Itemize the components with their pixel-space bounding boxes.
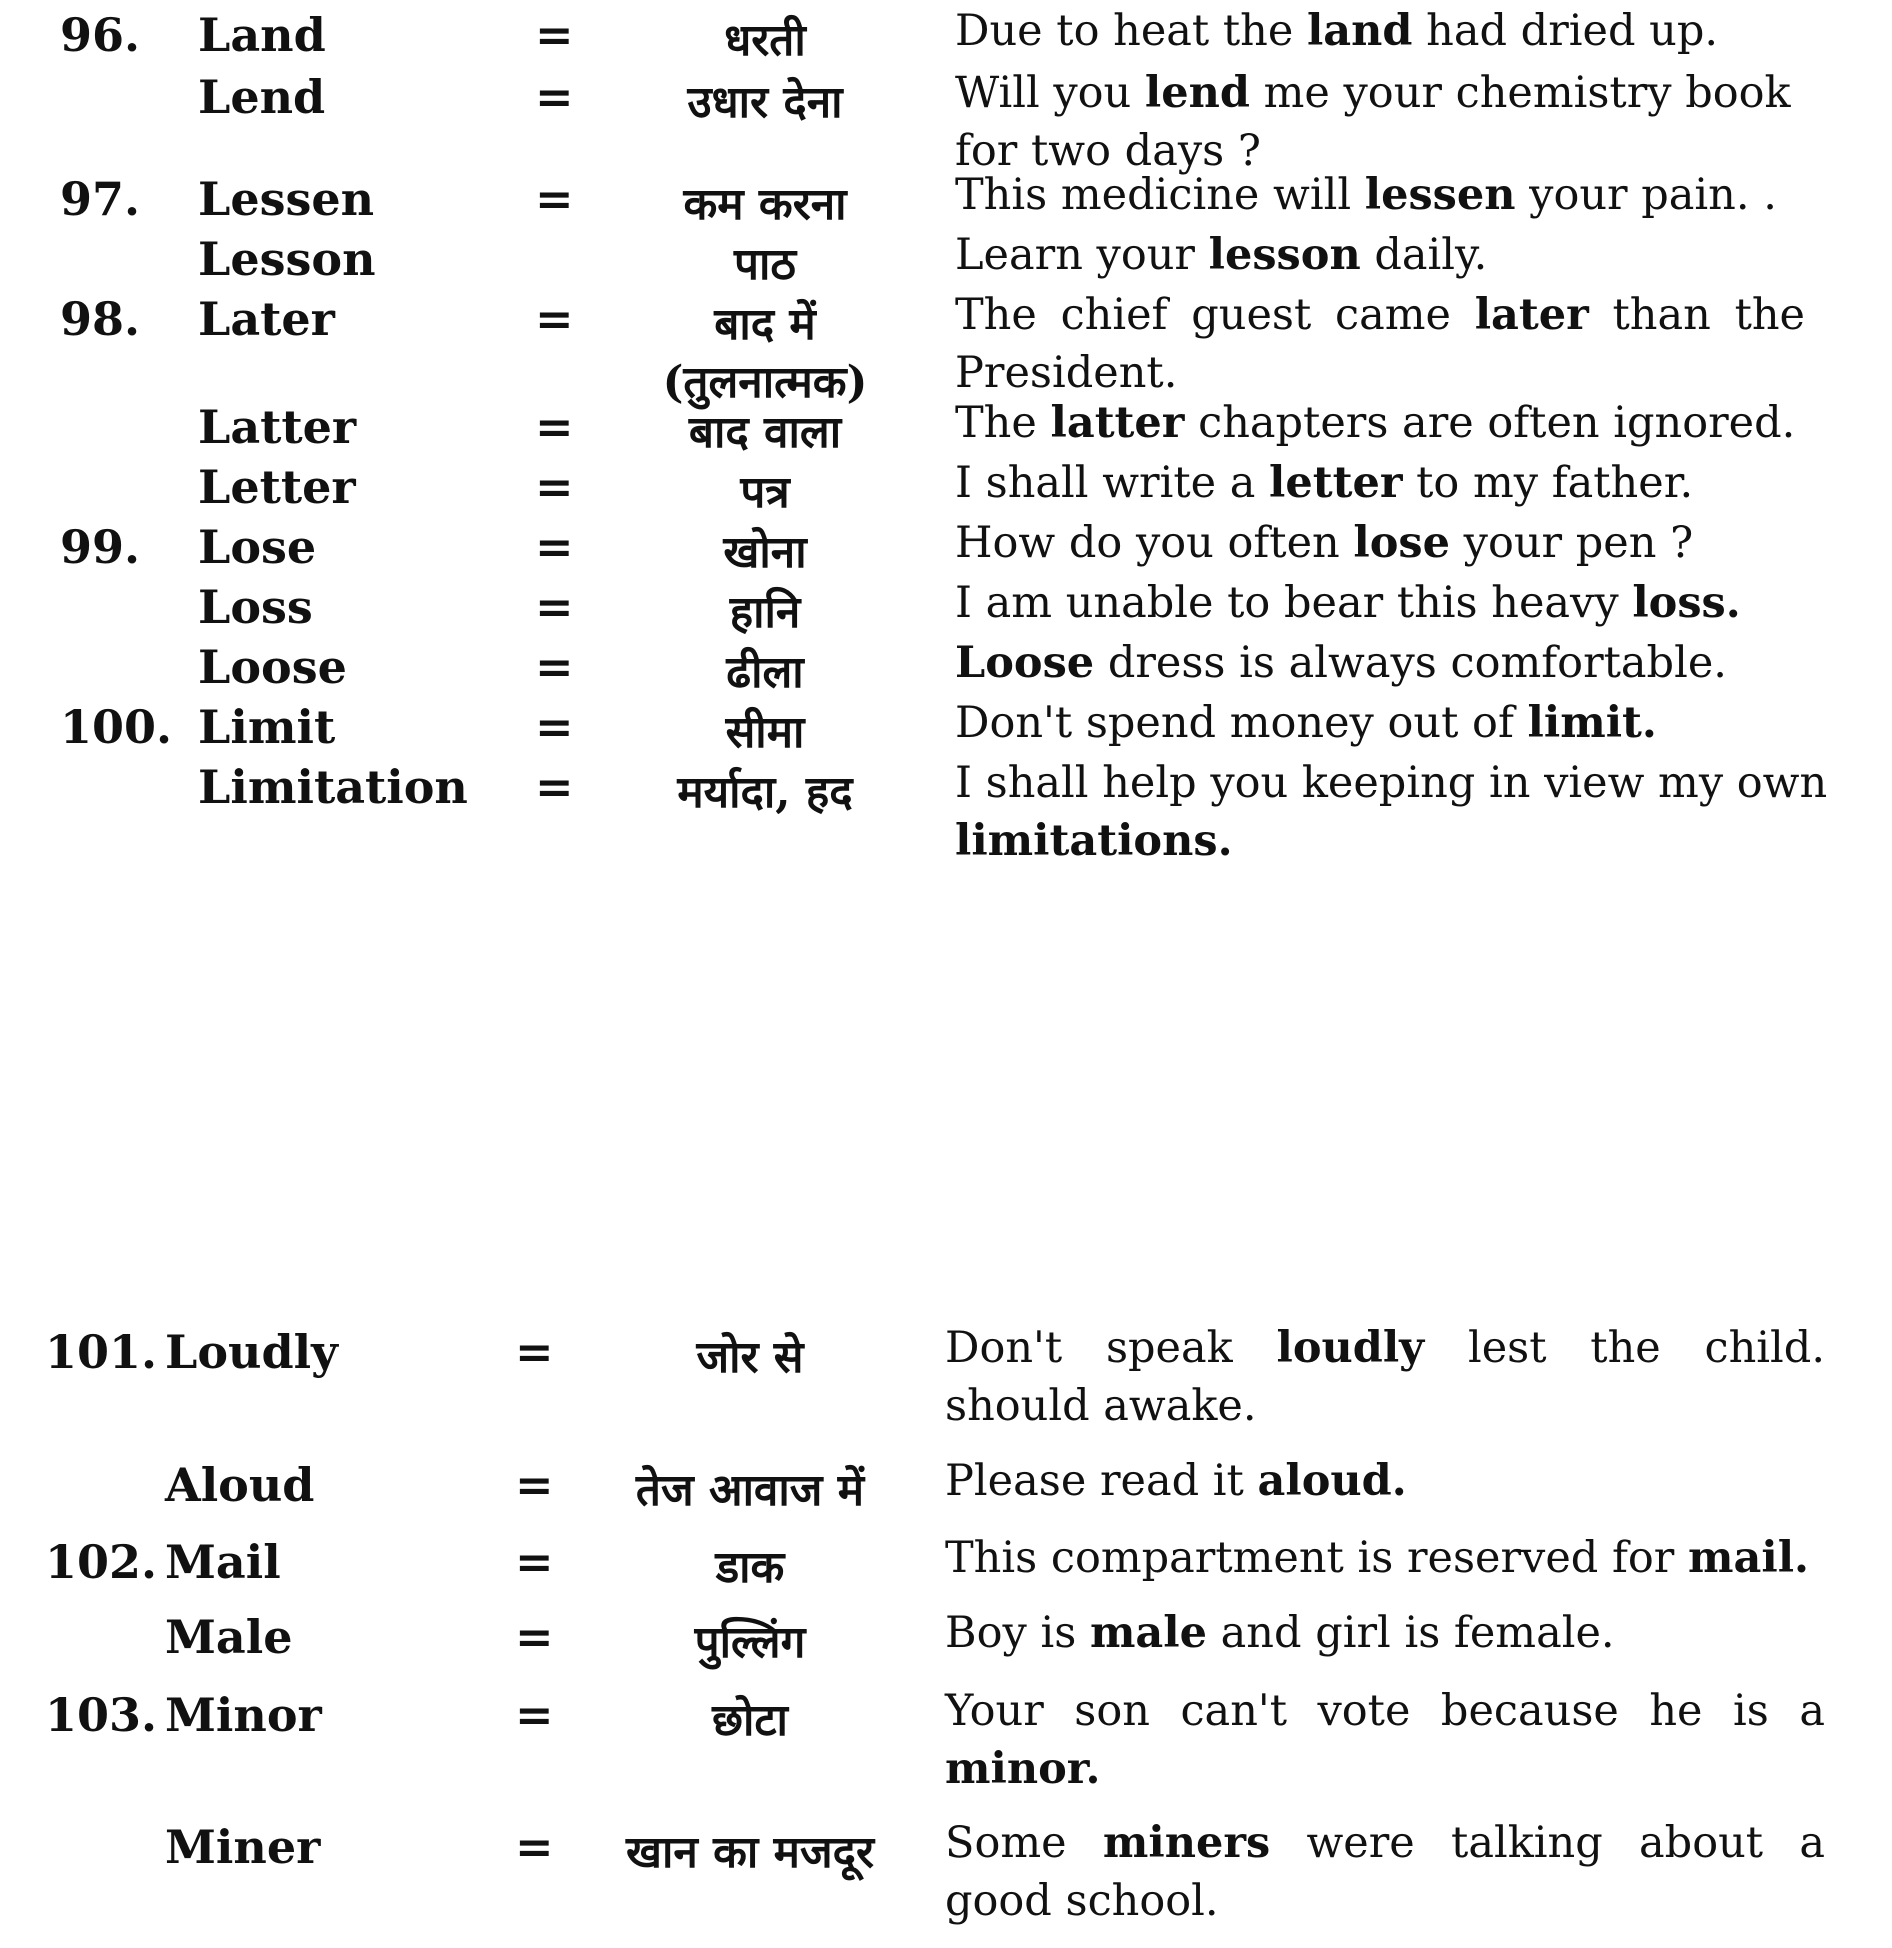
keyword-emphasis: limit. — [1527, 698, 1657, 748]
english-word: Land — [198, 8, 326, 62]
entry-number: 97. — [60, 172, 141, 226]
english-word: Miner — [165, 1820, 321, 1874]
english-word: Later — [198, 292, 335, 346]
keyword-emphasis: mail. — [1688, 1533, 1810, 1583]
hindi-meaning: उधार देना — [687, 77, 843, 128]
example-sentence — [955, 694, 1805, 752]
english-word: Lesson — [198, 232, 376, 286]
equals-sign: = — [535, 8, 574, 62]
sentence-line: Due to heat the land had dried up. — [955, 6, 1719, 56]
entry-number: 100. — [60, 700, 173, 754]
equals-sign: = — [535, 760, 574, 814]
sentence-line — [955, 812, 1805, 870]
example-sentence — [955, 166, 1805, 224]
keyword-emphasis: land — [1306, 6, 1413, 56]
equals-sign: = — [535, 400, 574, 454]
hindi-meaning: खोना — [723, 527, 807, 578]
keyword-emphasis: Loose — [955, 638, 1095, 688]
sentence-line: President. — [955, 348, 1178, 398]
english-word: Loudly — [165, 1325, 338, 1379]
sentence-line: Please read it aloud. — [945, 1456, 1407, 1506]
keyword-emphasis: latter — [1050, 398, 1185, 448]
equals-sign: = — [515, 1458, 554, 1512]
equals-sign: = — [535, 640, 574, 694]
example-sentence — [945, 1604, 1825, 1662]
sentence-line: I shall write a letter to my father. — [955, 458, 1694, 508]
hindi-meaning: तेज आवाज में — [635, 1465, 865, 1516]
keyword-emphasis: male — [1089, 1608, 1207, 1658]
english-word: Latter — [198, 400, 357, 454]
sentence-line: This medicine will lessen your pain. . — [955, 170, 1777, 220]
english-word: Loss — [198, 580, 313, 634]
hindi-meaning: डाक — [715, 1542, 785, 1593]
entry-number: 99. — [60, 520, 141, 574]
equals-sign: = — [535, 520, 574, 574]
example-sentence — [955, 394, 1805, 452]
equals-sign: = — [515, 1610, 554, 1664]
english-word: Mail — [165, 1535, 281, 1589]
example-sentence — [955, 514, 1805, 572]
keyword-emphasis: lend — [1144, 68, 1250, 118]
example-sentence — [945, 1529, 1825, 1587]
sentence-line — [945, 1740, 1825, 1798]
english-word: Loose — [198, 640, 347, 694]
entry-number: 103. — [45, 1688, 158, 1742]
keyword-emphasis: lose — [1353, 518, 1450, 568]
sentence-line: This compartment is reserved for mail. — [945, 1533, 1810, 1583]
keyword-emphasis: loss. — [1632, 578, 1741, 628]
equals-sign: = — [515, 1325, 554, 1379]
example-sentence — [945, 1452, 1825, 1510]
hindi-meaning: ढीला — [726, 647, 804, 698]
english-word: Aloud — [165, 1458, 315, 1512]
example-sentence — [955, 634, 1805, 692]
sentence-line: I shall help you keeping in view my own — [955, 758, 1828, 808]
equals-sign: = — [515, 1820, 554, 1874]
keyword-emphasis: letter — [1269, 458, 1403, 508]
equals-sign: = — [535, 700, 574, 754]
sentence-line: I am unable to bear this heavy loss. — [955, 578, 1741, 628]
english-word: Minor — [165, 1688, 322, 1742]
example-sentence — [955, 754, 1828, 870]
hindi-meaning: पाठ — [734, 239, 796, 290]
english-word: Limitation — [198, 760, 468, 814]
sentence-line: good school. — [945, 1876, 1219, 1926]
equals-sign: = — [535, 292, 574, 346]
hindi-meaning: पुल्लिंग — [694, 1617, 806, 1668]
english-word: Lend — [198, 70, 326, 124]
sentence-line: Some miners were talking about a — [945, 1818, 1825, 1868]
equals-sign: = — [515, 1535, 554, 1589]
entry-number: 98. — [60, 292, 141, 346]
keyword-emphasis: loudly — [1276, 1323, 1425, 1373]
hindi-meaning: छोटा — [712, 1695, 788, 1746]
hindi-meaning: खान का मजदूर — [626, 1827, 874, 1878]
sentence-line: Your son can't vote because he is a — [945, 1686, 1825, 1736]
example-sentence — [955, 2, 1805, 60]
keyword-emphasis: aloud. — [1257, 1456, 1407, 1506]
sentence-line: Will you lend me your chemistry book — [955, 68, 1791, 118]
hindi-meaning: हानि — [729, 587, 801, 638]
hindi-meaning: बाद वाला — [688, 407, 842, 458]
hindi-meaning: (तुलनात्मक) — [662, 357, 868, 408]
english-word: Male — [165, 1610, 293, 1664]
english-word: Lessen — [198, 172, 375, 226]
example-sentence — [955, 454, 1805, 512]
sentence-line: Don't speak loudly lest the child. — [945, 1323, 1825, 1373]
keyword-emphasis: later — [1474, 290, 1589, 340]
example-sentence — [945, 1682, 1825, 1798]
sentence-line: How do you often lose your pen ? — [955, 518, 1694, 568]
english-word: Limit — [198, 700, 336, 754]
example-sentence — [955, 226, 1805, 284]
hindi-meaning: मर्यादा, हद — [677, 767, 853, 818]
example-sentence — [955, 286, 1805, 402]
example-sentence — [945, 1319, 1825, 1435]
hindi-meaning: जोर से — [696, 1332, 804, 1383]
sentence-line: The latter chapters are often ignored. — [955, 398, 1796, 448]
equals-sign: = — [535, 172, 574, 226]
keyword-emphasis: lessen — [1364, 170, 1516, 220]
equals-sign: = — [515, 1688, 554, 1742]
hindi-meaning: बाद में — [714, 299, 816, 350]
equals-sign: = — [535, 580, 574, 634]
example-sentence — [945, 1814, 1825, 1930]
sentence-line: Loose dress is always comfortable. — [955, 638, 1727, 688]
keyword-emphasis: minor. — [945, 1744, 1101, 1794]
keyword-emphasis: miners — [1102, 1818, 1271, 1868]
equals-sign: = — [535, 460, 574, 514]
sentence-line: for two days ? — [955, 126, 1261, 176]
keyword-emphasis: limitations. — [955, 816, 1233, 866]
hindi-meaning: पत्र — [740, 467, 790, 518]
example-sentence — [955, 574, 1805, 632]
sentence-line: Don't spend money out of limit. — [955, 698, 1657, 748]
equals-sign: = — [535, 70, 574, 124]
keyword-emphasis: lesson — [1208, 230, 1361, 280]
sentence-line: Learn your lesson daily. — [955, 230, 1488, 280]
example-sentence — [955, 64, 1805, 180]
sentence-line: The chief guest came later than the — [955, 290, 1805, 340]
hindi-meaning: सीमा — [725, 707, 805, 758]
english-word: Lose — [198, 520, 317, 574]
hindi-meaning: कम करना — [683, 179, 847, 230]
entry-number: 102. — [45, 1535, 158, 1589]
sentence-line: should awake. — [945, 1381, 1257, 1431]
hindi-meaning: धरती — [724, 15, 806, 66]
entry-number: 96. — [60, 8, 141, 62]
english-word: Letter — [198, 460, 356, 514]
sentence-line: Boy is male and girl is female. — [945, 1608, 1615, 1658]
entry-number: 101. — [45, 1325, 158, 1379]
